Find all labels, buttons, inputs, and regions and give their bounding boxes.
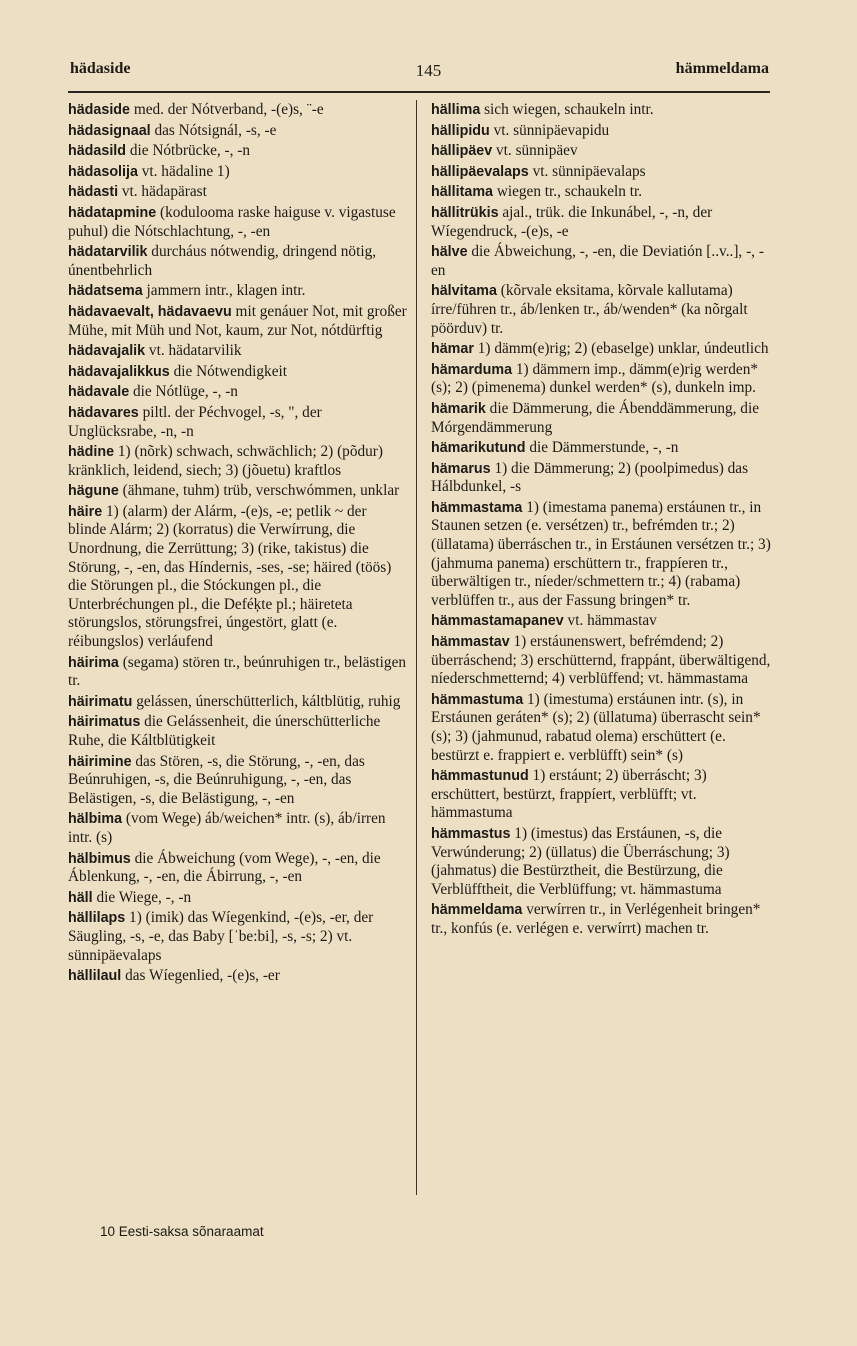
column-divider bbox=[416, 100, 417, 1195]
entry-definition: gelássen, únerschütterlich, káltblütig, ruhig bbox=[136, 692, 401, 710]
entry-definition: die Nótlüge, -, -n bbox=[133, 383, 238, 401]
dictionary-entry bbox=[68, 482, 408, 501]
entry-definition: 1) erstáunenswert, befrémdend; 2) überráschend; 3) erschütternd, frappánt, überwältigend, níederschmetternd; 4) verblüffend; vt. hämmastama bbox=[431, 633, 771, 688]
entry-headword: hällilaps bbox=[68, 910, 126, 927]
dictionary-entry bbox=[68, 889, 408, 908]
entry-definition: 1) dämmern imp., dämm(e)rig werden* (s); 2) (pimenema) dunkel werden* (s), dunkeln imp. bbox=[431, 360, 758, 397]
entry-definition: (kõrvale eksitama, kõrvale kallutama) írre/führen tr., áb/lenken tr., áb/wenden* (ka nõrgalt pöörduv) tr. bbox=[431, 282, 748, 337]
entry-headword: hädasolija bbox=[68, 163, 138, 180]
entry-headword: hämarikutund bbox=[431, 440, 526, 457]
entry-headword: hämmastunud bbox=[431, 768, 529, 785]
dictionary-entry bbox=[431, 612, 771, 631]
dictionary-entry bbox=[68, 303, 408, 340]
entry-headword: hädavajalik bbox=[68, 343, 146, 360]
entry-definition: 1) (imestuma) erstáunen intr. (s), in Erstáunen geráten* (s); 2) (üllatuma) überrascht sein* (s); 3) (jahmunud, rabatud olema) erschüttert (e. bestürzt e. frappiert e. verblüfft) sein* (s) bbox=[431, 690, 761, 764]
dictionary-entry bbox=[431, 101, 771, 120]
dictionary-entry bbox=[431, 243, 771, 280]
dictionary-entry bbox=[431, 825, 771, 899]
entry-headword: hädine bbox=[68, 444, 115, 461]
entry-headword: hädatapmine bbox=[68, 204, 157, 221]
dictionary-entry bbox=[68, 443, 408, 480]
entry-definition: die Ábweichung, -, -en, die Deviatión [..v..], -, -en bbox=[431, 243, 764, 279]
dictionary-entry bbox=[431, 633, 771, 689]
footer-signature: 10 Eesti-saksa sõnaraamat bbox=[100, 1224, 264, 1239]
entry-headword: häire bbox=[68, 503, 103, 520]
entry-headword: hällima bbox=[431, 102, 481, 118]
entry-headword: hälbima bbox=[68, 811, 123, 828]
dictionary-entry bbox=[68, 693, 408, 712]
entry-definition: vt. hädaline 1) bbox=[141, 162, 230, 180]
dictionary-entry bbox=[431, 163, 771, 182]
entry-headword: hällipäev bbox=[431, 143, 493, 160]
left-column bbox=[68, 101, 408, 988]
dictionary-entry bbox=[431, 691, 771, 765]
entry-headword: hädavares bbox=[68, 404, 139, 421]
entry-definition: die Nótbrücke, -, -n bbox=[129, 142, 251, 160]
entry-headword: hälbimus bbox=[68, 850, 131, 867]
entry-headword: hällipäevalaps bbox=[431, 163, 529, 180]
entry-headword: häirimine bbox=[68, 753, 132, 770]
entry-headword: hälvitama bbox=[431, 283, 497, 300]
entry-headword: hädatarvilik bbox=[68, 244, 148, 261]
entry-definition: ajal., trük. die Inkunábel, -, -n, der Wíegendruck, -(e)s, -e bbox=[431, 203, 713, 240]
dictionary-entry bbox=[68, 404, 408, 441]
entry-definition: jammern intr., klagen intr. bbox=[146, 282, 306, 300]
entry-headword: hägune bbox=[68, 483, 119, 500]
entry-headword: hämmastamapanev bbox=[431, 613, 564, 630]
entry-definition: vt. hädatarvilik bbox=[148, 342, 242, 360]
header-left-guide-word: hädaside bbox=[70, 60, 131, 77]
entry-headword: hämarduma bbox=[431, 361, 513, 378]
entry-definition: das Stören, -s, die Störung, -, -en, das Beúnruhigen, -s, die Beúnruhigung, -, -en, das Belästigen, -s, die Belästigung, -, -en bbox=[68, 752, 365, 807]
entry-definition: piltl. der Péchvogel, -s, ", der Unglücksrabe, -n, -n bbox=[68, 403, 322, 440]
entry-definition: verwírren tr., in Verlégenheit bringen* tr., konfús (e. verlégen e. verwírrt) machen tr. bbox=[431, 901, 761, 937]
entry-headword: hällipidu bbox=[431, 122, 490, 139]
dictionary-entry bbox=[68, 363, 408, 382]
dictionary-entry bbox=[431, 499, 771, 611]
entry-definition: (ähmane, tuhm) trüb, verschwómmen, unklar bbox=[122, 482, 400, 500]
entry-headword: hämmastus bbox=[431, 825, 511, 842]
dictionary-entry bbox=[68, 654, 408, 691]
dictionary-entry bbox=[68, 503, 408, 652]
entry-headword: hädavaevalt, hädavaevu bbox=[68, 303, 232, 320]
dictionary-entry bbox=[431, 361, 771, 398]
dictionary-entry bbox=[431, 340, 771, 359]
entry-definition: 1) (imik) das Wíegenkind, -(e)s, -er, der Säugling, -s, -e, das Baby [ˈbe:bi], -s, -s; 2) vt. sünnipäevalaps bbox=[68, 909, 374, 964]
entry-headword: hädatsema bbox=[68, 283, 143, 300]
dictionary-entry bbox=[431, 122, 771, 141]
entry-definition: vt. sünnipäev bbox=[496, 142, 578, 160]
entry-headword: hällilaul bbox=[68, 968, 122, 985]
entry-headword: hämmastama bbox=[431, 499, 523, 516]
entry-headword: hädasti bbox=[68, 184, 119, 201]
entry-definition: vt. hädapärast bbox=[121, 183, 207, 201]
entry-headword: häirima bbox=[68, 654, 119, 671]
entry-headword: häirimatu bbox=[68, 693, 133, 710]
entry-headword: hällitrükis bbox=[431, 204, 499, 221]
dictionary-entry bbox=[431, 767, 771, 823]
entry-headword: hälve bbox=[431, 244, 468, 261]
entry-headword: häll bbox=[68, 889, 93, 906]
entry-definition: (segama) stören tr., beúnruhigen tr., belästigen tr. bbox=[68, 653, 407, 690]
entry-definition: mit genáuer Not, mit großer Mühe, mit Müh und Not, kaum, zur Not, nótdürftig bbox=[68, 302, 407, 339]
dictionary-entry bbox=[68, 753, 408, 809]
entry-definition: das Nótsignál, -s, -e bbox=[154, 121, 277, 139]
dictionary-entry bbox=[68, 122, 408, 141]
entry-definition: das Wíegenlied, -(e)s, -er bbox=[125, 967, 280, 985]
dictionary-entry bbox=[68, 967, 408, 986]
dictionary-entry bbox=[68, 243, 408, 280]
entry-headword: hädasild bbox=[68, 143, 126, 160]
dictionary-entry bbox=[431, 282, 771, 338]
dictionary-entry bbox=[431, 183, 771, 202]
entry-definition: 1) (imestus) das Erstáunen, -s, die Verwúnderung; 2) (üllatus) die Überráschung; 3) (jahmatus) die Bestürztheit, die Bestürzung, die Verblüfftheit, die Verblüffung; vt. hämmastuma bbox=[431, 824, 730, 898]
dictionary-entry bbox=[68, 909, 408, 965]
dictionary-entry bbox=[431, 460, 771, 497]
entry-headword: hämmastuma bbox=[431, 691, 524, 708]
entry-headword: hämar bbox=[431, 341, 474, 358]
entry-definition: 1) erstáunt; 2) überráscht; 3) erschüttert, bestürzt, frappíert, verblüfft; vt. hämmastuma bbox=[431, 767, 707, 822]
entry-definition: 1) dämm(e)rig; 2) (ebaselge) unklar, úndeutlich bbox=[477, 340, 769, 358]
entry-headword: hädaside bbox=[68, 102, 130, 118]
dictionary-entry bbox=[68, 383, 408, 402]
dictionary-entry bbox=[431, 142, 771, 161]
entry-definition: die Gelássenheit, die únerschütterliche Ruhe, die Káltblütigkeit bbox=[68, 713, 381, 749]
entry-definition: die Dämmerung, die Ábenddämmerung, die Mórgendämmerung bbox=[431, 399, 759, 436]
entry-definition: durcháus nótwendig, dringend nötig, únentbehrlich bbox=[68, 243, 377, 279]
entry-definition: wiegen tr., schaukeln tr. bbox=[496, 183, 643, 201]
entry-definition: die Nótwendigkeit bbox=[173, 362, 287, 380]
entry-headword: hädasignaal bbox=[68, 122, 151, 139]
entry-headword: hämarus bbox=[431, 460, 491, 477]
dictionary-entry bbox=[68, 850, 408, 887]
entry-headword: hämarik bbox=[431, 400, 486, 417]
entry-definition: vt. hämmastav bbox=[567, 612, 657, 630]
entry-headword: hämmastav bbox=[431, 634, 510, 651]
entry-definition: die Wiege, -, -n bbox=[96, 888, 192, 906]
entry-definition: (vom Wege) áb/weichen* intr. (s), áb/irren intr. (s) bbox=[68, 810, 386, 846]
dictionary-entry bbox=[68, 204, 408, 241]
dictionary-entry bbox=[68, 163, 408, 182]
right-column bbox=[431, 101, 771, 941]
entry-definition: sich wiegen, schaukeln intr. bbox=[484, 101, 654, 118]
entry-definition: 1) (nõrk) schwach, schwächlich; 2) (põdur) kränklich, leidend, siech; 3) (jõuetu) kraftlos bbox=[68, 443, 383, 479]
entry-headword: häirimatus bbox=[68, 714, 141, 731]
entry-definition: die Ábweichung (vom Wege), -, -en, die Áblenkung, -, -en, die Ábirrung, -, -en bbox=[68, 849, 381, 886]
entry-headword: hädavajalikkus bbox=[68, 363, 170, 380]
entry-definition: 1) (imestama panema) erstáunen tr., in Staunen setzen (e. versétzen) tr., befrémden tr.; 2) (üllatama) überráschen tr., in Erstáunen versétzen tr.; 3) (jahmuma panema) erschüttern tr., frappíeren tr., überwältigen tr., níeder/schmettern tr.; 4) (rabama) verblüffen tr., aus der Fassung bringen* tr. bbox=[431, 498, 771, 609]
dictionary-entry bbox=[431, 439, 771, 458]
page-number: 145 bbox=[415, 61, 442, 80]
entry-definition: die Dämmerstunde, -, -n bbox=[529, 439, 679, 457]
entry-headword: hällitama bbox=[431, 184, 493, 201]
dictionary-entry bbox=[68, 142, 408, 161]
header-right-guide-word: hämmeldama bbox=[675, 60, 769, 77]
entry-headword: hädavale bbox=[68, 384, 130, 401]
entry-definition: med. der Nótverband, -(e)s, ¨-e bbox=[133, 101, 324, 118]
entry-definition: vt. sünnipäevalaps bbox=[532, 162, 646, 180]
entry-definition: 1) (alarm) der Alárm, -(e)s, -e; petlik ~ der blinde Alárm; 2) (korratus) die Verwírrung, die Unordnung, die Zerrüttung; 3) (rike, takistus) die Störung, -, -en, das Híndernis, -ses, -se; häired (töös) die Störungen pl., die Stóckungen pl., die Unterbréchungen pl., die Deféķte pl.; häireteta störungslos, störungsfrei, úngestört, glatt (e. réibungslos) verláufend bbox=[68, 502, 392, 651]
dictionary-entry bbox=[68, 101, 408, 120]
entry-headword: hämmeldama bbox=[431, 902, 523, 919]
dictionary-entry bbox=[431, 901, 771, 938]
entry-definition: 1) die Dämmerung; 2) (poolpimedus) das Hálbdunkel, -s bbox=[431, 459, 749, 496]
dictionary-entry bbox=[68, 342, 408, 361]
dictionary-entry bbox=[68, 282, 408, 301]
entry-definition: vt. sünnipäevapidu bbox=[493, 121, 610, 139]
header-rule bbox=[68, 91, 770, 93]
dictionary-entry bbox=[68, 810, 408, 847]
dictionary-entry bbox=[431, 204, 771, 241]
dictionary-entry bbox=[68, 183, 408, 202]
entry-definition: (kodulooma raske haiguse v. vigastuse puhul) die Nótschlachtung, -, -en bbox=[68, 203, 396, 240]
dictionary-entry bbox=[68, 713, 408, 750]
dictionary-entry bbox=[431, 400, 771, 437]
